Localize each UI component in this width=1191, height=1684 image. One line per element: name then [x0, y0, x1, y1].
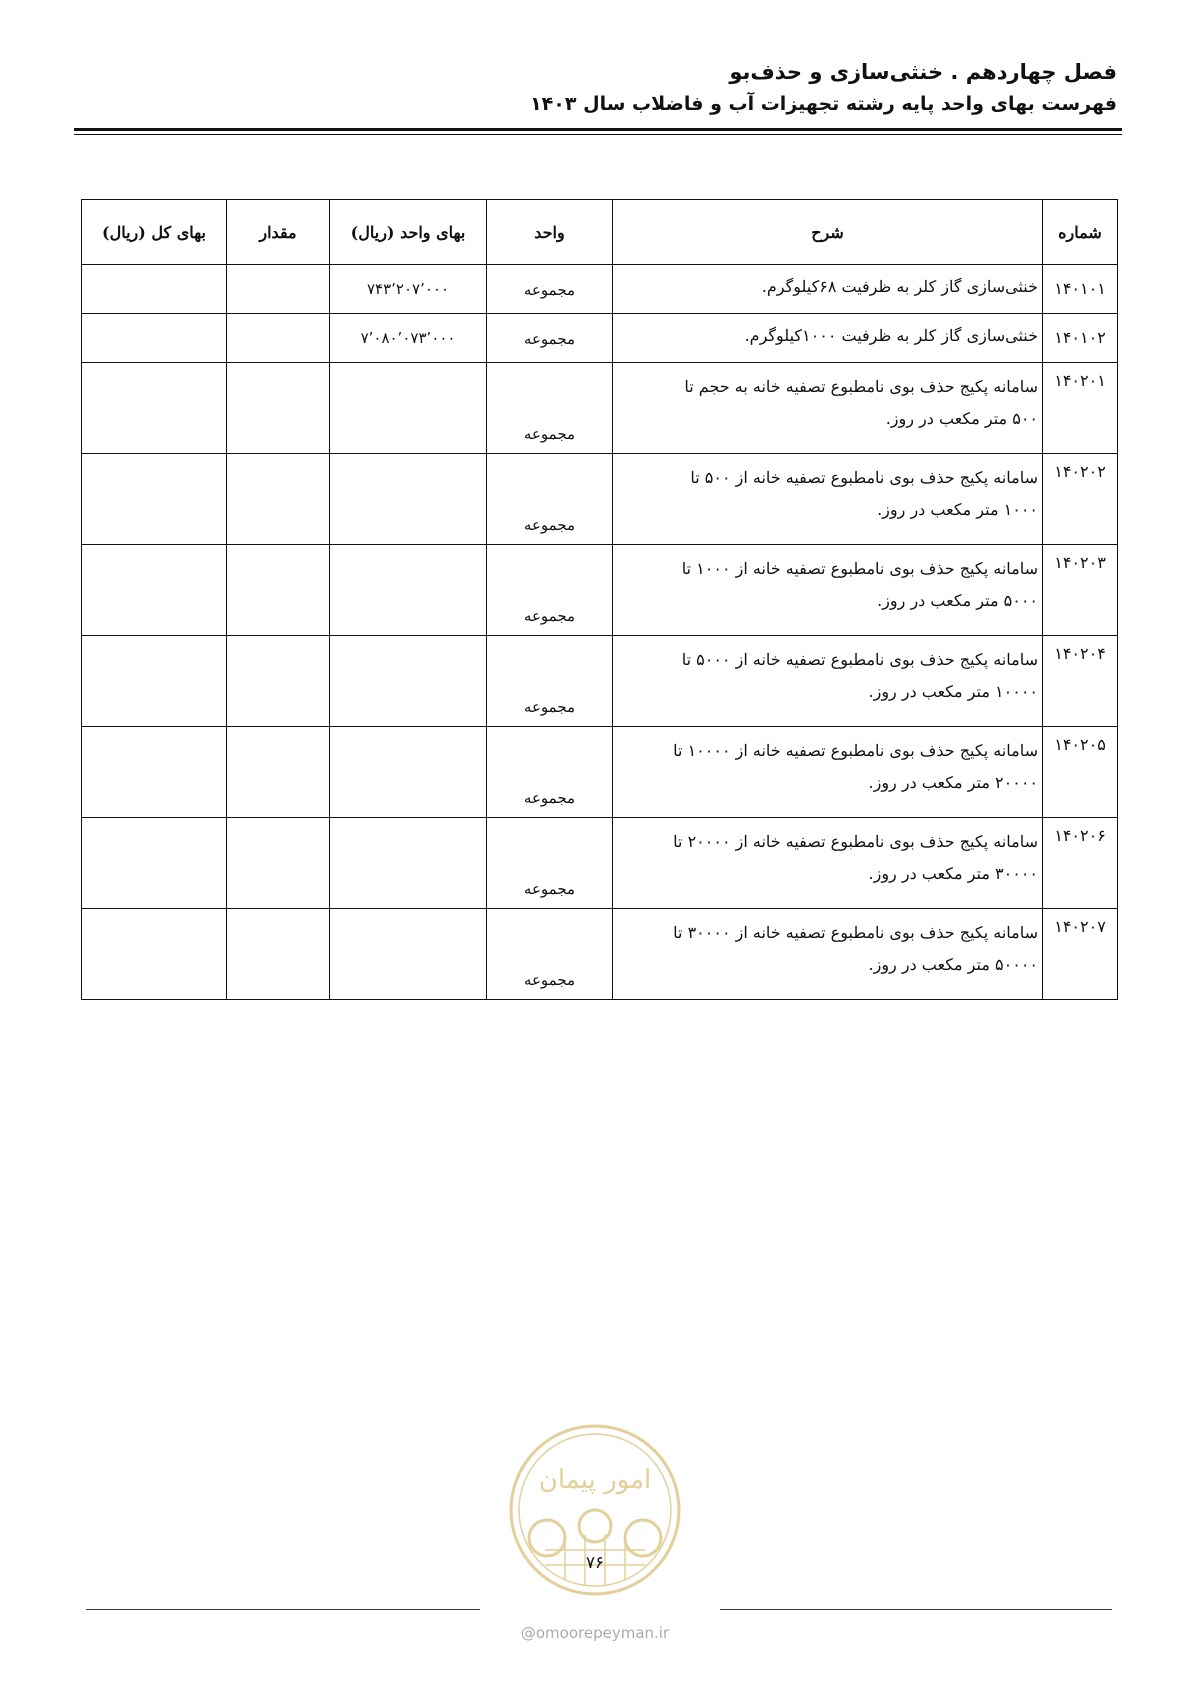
price-list-table: [81, 199, 1118, 1000]
item-number: ۱۴۰۲۰۳: [1043, 545, 1118, 636]
description-line: ۵۰۰ متر مکعب در روز.: [885, 409, 1038, 428]
description-line: ۳۰۰۰۰ متر مکعب در روز.: [868, 864, 1038, 883]
header-rule-thin: [74, 134, 1122, 135]
description-line: سامانه پکیج حذف بوی نامطبوع تصفیه خانه از ۲۰۰۰۰ تا: [673, 832, 1038, 851]
item-description: [613, 545, 1043, 636]
table-row: [82, 265, 1118, 314]
table-row: [82, 454, 1118, 545]
header-rule-thick: [74, 128, 1122, 131]
item-unit-price: ۷۴۳٬۲۰۷٬۰۰۰: [330, 265, 487, 314]
website-watermark: @omoorepeyman.ir: [520, 1624, 670, 1642]
item-number: ۱۴۰۲۰۶: [1043, 818, 1118, 909]
document-subtitle: فهرست بهای واحد پایه رشته تجهیزات آب و فاضلاب سال ۱۴۰۳: [530, 93, 1117, 115]
page-header: [67, 58, 1117, 118]
logo-lettering: امور پیمان: [538, 1465, 652, 1495]
description-line: ۲۰۰۰۰ متر مکعب در روز.: [868, 773, 1038, 792]
item-description: [613, 818, 1043, 909]
description-line: سامانه پکیج حذف بوی نامطبوع تصفیه خانه از ۱۰۰۰۰ تا: [673, 741, 1038, 760]
table-row: [82, 363, 1118, 454]
item-unit: مجموعه: [487, 636, 613, 727]
description-line: سامانه پکیج حذف بوی نامطبوع تصفیه خانه به حجم تا: [684, 377, 1038, 396]
item-quantity: [227, 909, 330, 1000]
table-row: [82, 545, 1118, 636]
item-quantity: [227, 314, 330, 363]
header-total-price: بهای کل (ریال): [82, 200, 227, 265]
header-quantity: مقدار: [227, 200, 330, 265]
item-description: [613, 314, 1043, 363]
description-line: ۵۰۰۰۰ متر مکعب در روز.: [868, 955, 1038, 974]
item-unit: مجموعه: [487, 818, 613, 909]
item-quantity: [227, 265, 330, 314]
page-number: ۷۶: [585, 1553, 605, 1573]
item-number: ۱۴۰۲۰۵: [1043, 727, 1118, 818]
item-total-price: [82, 314, 227, 363]
header-unit-price: بهای واحد (ریال): [330, 200, 487, 265]
item-unit-price: [330, 454, 487, 545]
table-row: [82, 314, 1118, 363]
table-row: [82, 818, 1118, 909]
item-number: ۱۴۰۲۰۲: [1043, 454, 1118, 545]
table-row: [82, 727, 1118, 818]
item-number: ۱۴۰۱۰۱: [1043, 265, 1118, 314]
item-total-price: [82, 363, 227, 454]
description-line: سامانه پکیج حذف بوی نامطبوع تصفیه خانه از ۱۰۰۰ تا: [681, 559, 1038, 578]
header-number: شماره: [1043, 200, 1118, 265]
item-total-price: [82, 454, 227, 545]
item-description: [613, 636, 1043, 727]
item-total-price: [82, 818, 227, 909]
item-unit: مجموعه: [487, 909, 613, 1000]
item-total-price: [82, 727, 227, 818]
item-unit: مجموعه: [487, 727, 613, 818]
item-unit-price: [330, 818, 487, 909]
item-number: ۱۴۰۱۰۲: [1043, 314, 1118, 363]
item-quantity: [227, 727, 330, 818]
table-header-row: [82, 200, 1118, 265]
item-unit: مجموعه: [487, 363, 613, 454]
item-quantity: [227, 818, 330, 909]
description-line: ۱۰۰۰۰ متر مکعب در روز.: [868, 682, 1038, 701]
item-unit: مجموعه: [487, 545, 613, 636]
item-quantity: [227, 636, 330, 727]
item-description: [613, 909, 1043, 1000]
item-quantity: [227, 545, 330, 636]
item-unit-price: [330, 727, 487, 818]
item-unit-price: [330, 545, 487, 636]
item-unit-price: [330, 363, 487, 454]
description-line: سامانه پکیج حذف بوی نامطبوع تصفیه خانه از ۳۰۰۰۰ تا: [673, 923, 1038, 942]
item-unit-price: [330, 636, 487, 727]
footer-rule-right: [720, 1609, 1112, 1610]
description-line: سامانه پکیج حذف بوی نامطبوع تصفیه خانه از ۵۰۰ تا: [690, 468, 1038, 487]
description-line: ۱۰۰۰ متر مکعب در روز.: [877, 500, 1038, 519]
item-number: ۱۴۰۲۰۴: [1043, 636, 1118, 727]
item-number: ۱۴۰۲۰۷: [1043, 909, 1118, 1000]
item-total-price: [82, 636, 227, 727]
item-total-price: [82, 265, 227, 314]
table-row: [82, 909, 1118, 1000]
item-description: [613, 265, 1043, 314]
item-number: ۱۴۰۲۰۱: [1043, 363, 1118, 454]
description-line: خنثی‌سازی گاز کلر به ظرفیت ۶۸کیلوگرم.: [761, 277, 1038, 296]
item-unit: مجموعه: [487, 314, 613, 363]
item-unit: مجموعه: [487, 265, 613, 314]
item-description: [613, 454, 1043, 545]
table-row: [82, 636, 1118, 727]
item-quantity: [227, 363, 330, 454]
description-line: خنثی‌سازی گاز کلر به ظرفیت ۱۰۰۰کیلوگرم.: [744, 326, 1038, 345]
item-quantity: [227, 454, 330, 545]
item-total-price: [82, 545, 227, 636]
description-line: ۵۰۰۰ متر مکعب در روز.: [877, 591, 1038, 610]
item-description: [613, 727, 1043, 818]
item-unit-price: [330, 909, 487, 1000]
item-unit: مجموعه: [487, 454, 613, 545]
description-line: سامانه پکیج حذف بوی نامطبوع تصفیه خانه از ۵۰۰۰ تا: [681, 650, 1038, 669]
chapter-title: فصل چهاردهم . خنثی‌سازی و حذف‌بو: [729, 60, 1117, 84]
watermark-logo-icon: [505, 1420, 685, 1600]
header-description: شرح: [613, 200, 1043, 265]
item-total-price: [82, 909, 227, 1000]
footer-rule-left: [86, 1609, 480, 1610]
item-description: [613, 363, 1043, 454]
item-unit-price: ۷٬۰۸۰٬۰۷۳٬۰۰۰: [330, 314, 487, 363]
header-unit: واحد: [487, 200, 613, 265]
